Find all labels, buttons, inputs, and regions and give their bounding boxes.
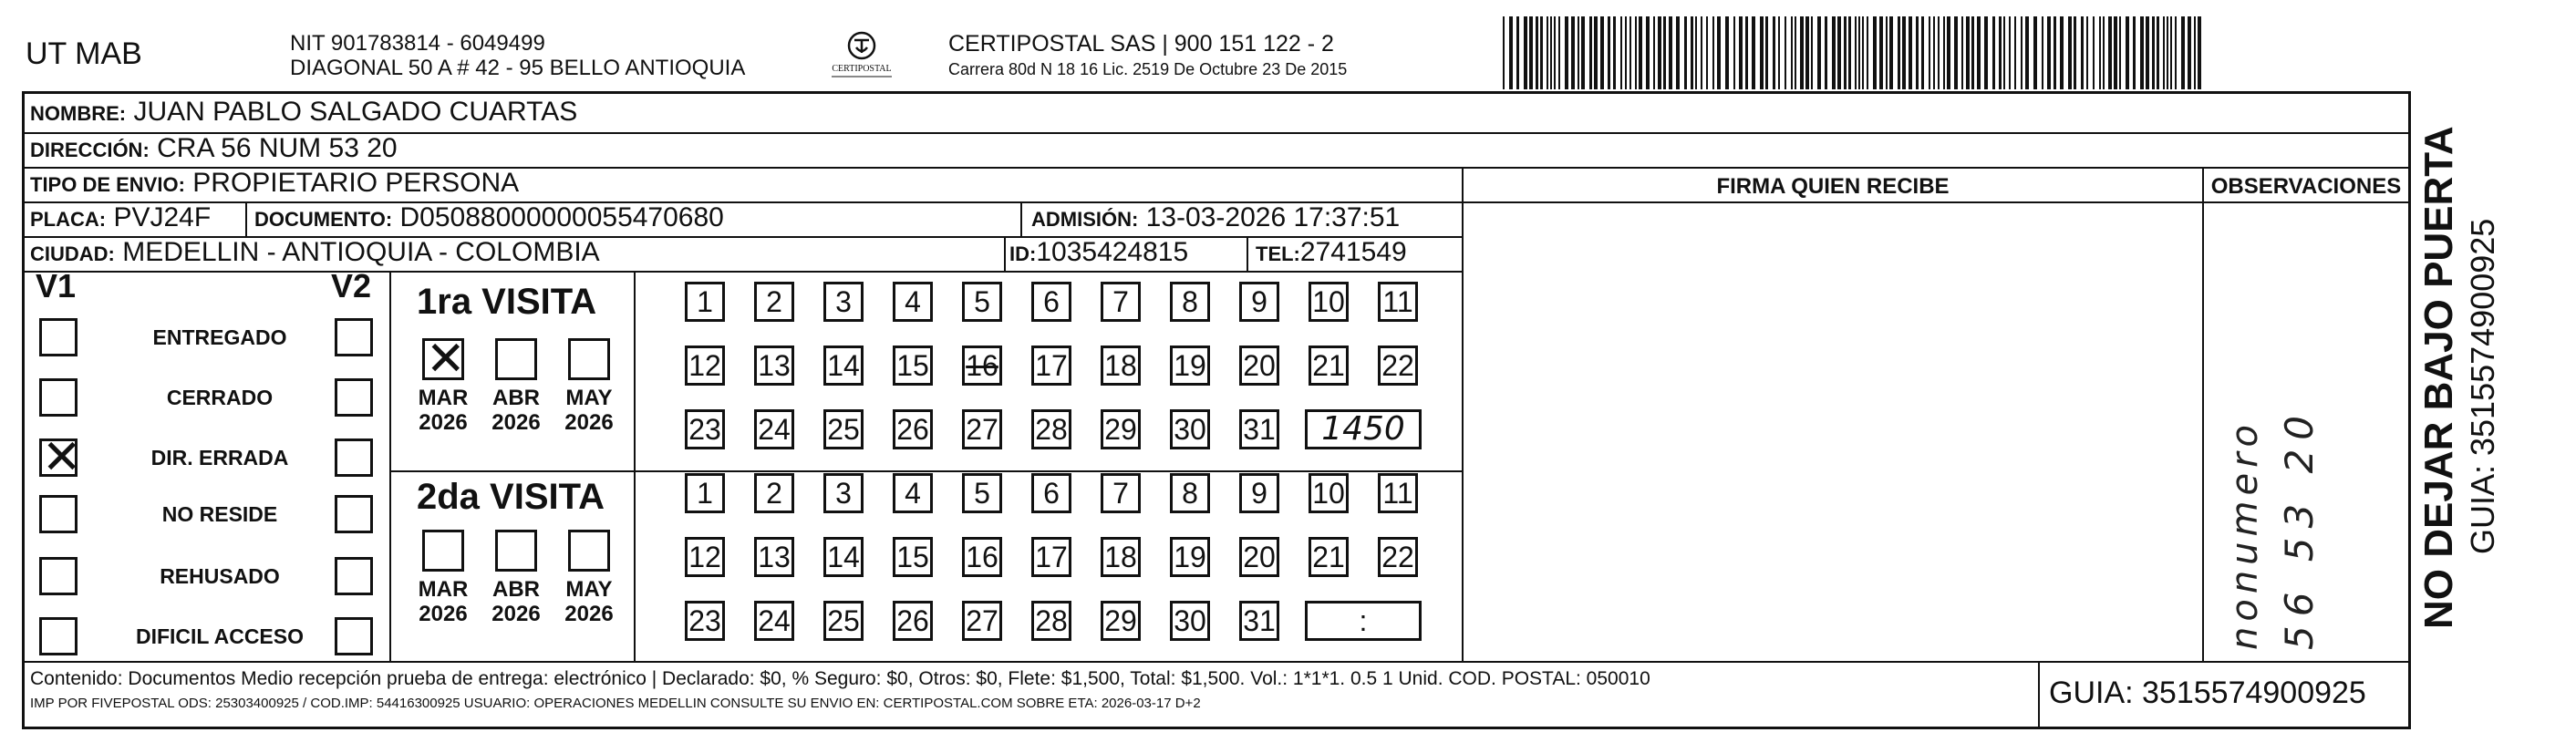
nombre-row	[30, 97, 577, 128]
second-visit-day[interactable]: 18	[1101, 537, 1141, 577]
barcode-bar	[1971, 16, 1974, 89]
barcode-bar	[1785, 16, 1786, 89]
barcode-bar	[1701, 16, 1702, 89]
barcode-bar	[2042, 16, 2043, 89]
month-label	[484, 577, 548, 626]
barcode-bar	[1558, 16, 1560, 89]
barcode-bar	[1825, 16, 1827, 89]
v2-checkbox[interactable]	[335, 318, 373, 356]
barcode-bar	[1629, 16, 1631, 89]
barcode-bar	[2014, 16, 2016, 89]
side-warning: NO DEJAR BAJO PUERTA	[2416, 126, 2461, 629]
first-visit-day[interactable]: 8	[1170, 282, 1210, 322]
second-visit-day[interactable]: 15	[893, 537, 933, 577]
direccion-value: CRA 56 NUM 53 20	[157, 133, 398, 163]
second-visit-day[interactable]: 20	[1239, 537, 1279, 577]
company-nit: NIT 901783814 - 6049499	[290, 31, 545, 56]
barcode-bar	[1613, 16, 1616, 89]
barcode-bar	[2194, 16, 2196, 89]
month-name: MAY	[565, 386, 613, 410]
barcode-bar	[2081, 16, 2084, 89]
check-mark: ✕	[42, 430, 82, 485]
barcode-bar	[1529, 16, 1533, 89]
month-checkbox[interactable]	[422, 530, 464, 572]
first-visit-day[interactable]: 21	[1309, 346, 1349, 386]
second-visit-day[interactable]: 3	[823, 473, 864, 513]
first-visit-day[interactable]: 2	[754, 282, 794, 322]
check-mark: ✕	[426, 332, 466, 387]
barcode-bar	[2099, 16, 2101, 89]
barcode-bar	[2188, 16, 2191, 89]
barcode-bar	[1536, 16, 1538, 89]
month-name: MAR	[418, 577, 469, 602]
barcode-bar	[2093, 16, 2095, 89]
v2-header: V2	[331, 267, 372, 304]
second-visit-day[interactable]: 1	[685, 473, 725, 513]
barcode-bar	[2119, 16, 2121, 89]
barcode-bar	[2009, 16, 2011, 89]
second-visit-day[interactable]: 19	[1170, 537, 1210, 577]
status-label: ENTREGADO	[152, 325, 287, 349]
barcode-bar	[1550, 16, 1552, 89]
v2-checkbox[interactable]	[335, 617, 373, 655]
v2-checkbox[interactable]	[335, 495, 373, 533]
month-name: MAY	[565, 577, 613, 602]
certipostal-name: CERTIPOSTAL SAS | 900 151 122 - 2	[948, 31, 1334, 57]
barcode-bar	[1669, 16, 1672, 89]
first-visit-day[interactable]: 16	[962, 346, 1002, 386]
placa-label: PLACA:	[30, 208, 107, 231]
second-visit-day[interactable]: 6	[1031, 473, 1071, 513]
admision-label: ADMISIÓN:	[1031, 208, 1139, 231]
barcode-bar	[1805, 16, 1809, 89]
barcode-bar	[1608, 16, 1610, 89]
barcode-bar	[1773, 16, 1775, 89]
footer-imp: IMP POR FIVEPOSTAL ODS: 25303400925 / COD.IMP: 54416300925 USUARIO: OPERACIONES MEDELLIN CONSULTE SU ENVIO EN: CERTIPOSTAL.COM SOBRE ETA: 2026-03-17 D+2	[30, 696, 1201, 711]
second-visit-day[interactable]: 31	[1239, 601, 1279, 641]
barcode-bar	[1745, 16, 1748, 89]
barcode-bar	[2198, 16, 2201, 89]
second-visit-day[interactable]: 26	[893, 601, 933, 641]
first-visit-day[interactable]: 11	[1378, 282, 1418, 322]
nombre-label: NOMBRE:	[30, 102, 127, 125]
barcode-bar	[2157, 16, 2159, 89]
month-year: 2026	[419, 410, 468, 435]
barcode-bar	[1867, 16, 1868, 89]
month-label	[557, 577, 621, 626]
month-label	[484, 386, 548, 435]
v1-checkbox[interactable]	[39, 430, 82, 485]
barcode-bar	[1706, 16, 1708, 89]
barcode-bar	[1739, 16, 1743, 89]
barcode-bar	[1848, 16, 1851, 89]
second-visit-day[interactable]: 2	[754, 473, 794, 513]
second-visit-day[interactable]: 5	[962, 473, 1002, 513]
first-visit-day[interactable]: 3	[823, 282, 864, 322]
status-label: DIFICIL ACCESO	[135, 624, 304, 648]
barcode-bar	[1947, 16, 1950, 89]
barcode-bar	[1873, 16, 1877, 89]
ciudad-value: MEDELLIN - ANTIOQUIA - COLOMBIA	[122, 237, 600, 267]
barcode-bar	[1817, 16, 1821, 89]
documento-value: D05088000000055470680	[399, 202, 724, 232]
barcode-bar	[1886, 16, 1888, 89]
barcode-bar	[1844, 16, 1847, 89]
barcode-bar	[1984, 16, 1988, 89]
barcode-bar	[1909, 16, 1912, 89]
barcode-bar	[1635, 16, 1637, 89]
barcode-bar	[1760, 16, 1764, 89]
barcode-bar	[2108, 16, 2112, 89]
barcode-bar	[1589, 16, 1592, 89]
first-visit-day[interactable]: 5	[962, 282, 1002, 322]
first-visit-day[interactable]: 14	[823, 346, 864, 386]
second-visit-day[interactable]: 28	[1031, 601, 1071, 641]
first-visit-day[interactable]: 26	[893, 409, 933, 449]
v1-checkbox[interactable]	[39, 557, 78, 595]
barcode-bar	[2167, 16, 2168, 89]
status-label: REHUSADO	[160, 564, 280, 588]
company-details	[290, 31, 745, 80]
barcode-bar	[2086, 16, 2088, 89]
second-visit-day[interactable]: 24	[754, 601, 794, 641]
certipostal-license: Carrera 80d N 18 16 Lic. 2519 De Octubre 23 De 2015	[948, 60, 1348, 78]
second-visit-day[interactable]: 10	[1309, 473, 1349, 513]
documento-label: DOCUMENTO:	[254, 208, 393, 231]
side-guia: GUIA: 3515574900925	[2464, 218, 2501, 554]
barcode-bar	[1811, 16, 1813, 89]
barcode-bar	[1832, 16, 1836, 89]
first-visit-day[interactable]: 9	[1239, 282, 1279, 322]
barcode-bar	[1625, 16, 1627, 89]
barcode-bar	[2068, 16, 2072, 89]
barcode-bar	[1571, 16, 1575, 89]
barcode-bar	[1778, 16, 1780, 89]
barcode-bar	[1855, 16, 1857, 89]
barcode-bar	[1916, 16, 1919, 89]
barcode-bar	[1540, 16, 1543, 89]
first-visit-day[interactable]: 19	[1170, 346, 1210, 386]
barcode-bar	[1695, 16, 1697, 89]
barcode-bar	[1933, 16, 1935, 89]
second-visit-day[interactable]: 23	[685, 601, 725, 641]
firma-header: FIRMA QUIEN RECIBE	[1716, 174, 1950, 199]
v1-checkbox[interactable]	[39, 378, 78, 417]
barcode-bar	[1961, 16, 1963, 89]
company-name: UT MAB	[26, 36, 142, 71]
first-visit-time: 1450	[1305, 409, 1422, 449]
month-year: 2026	[564, 410, 614, 435]
barcode-bar	[2163, 16, 2165, 89]
barcode-bar	[1879, 16, 1883, 89]
barcode-bar	[1992, 16, 1995, 89]
month-label	[557, 386, 621, 435]
tipo-label: TIPO DE ENVIO:	[30, 173, 185, 196]
company-address: DIAGONAL 50 A # 42 - 95 BELLO ANTIOQUIA	[290, 56, 746, 80]
barcode-bar	[2170, 16, 2172, 89]
barcode-bar	[2140, 16, 2144, 89]
first-visit-title: 1ra VISITA	[417, 282, 597, 322]
month-checkbox[interactable]	[495, 338, 537, 380]
second-visit-day[interactable]: 9	[1239, 473, 1279, 513]
barcode-bar	[2021, 16, 2023, 89]
barcode-bar	[2025, 16, 2029, 89]
barcode-bar	[1717, 16, 1721, 89]
barcode-bar	[1858, 16, 1860, 89]
barcode-bar	[1999, 16, 2002, 89]
second-visit-day[interactable]: 27	[962, 601, 1002, 641]
second-visit-day[interactable]: 14	[823, 537, 864, 577]
barcode-bar	[2103, 16, 2105, 89]
first-visit-day[interactable]: 24	[754, 409, 794, 449]
barcode-bar	[1837, 16, 1841, 89]
barcode-bar	[1684, 16, 1687, 89]
barcode-bar	[1902, 16, 1906, 89]
direccion-row	[30, 133, 398, 164]
barcode-bar	[1565, 16, 1568, 89]
first-visit-day[interactable]: 28	[1031, 409, 1071, 449]
month-year: 2026	[491, 410, 541, 435]
first-visit-day[interactable]: 6	[1031, 282, 1071, 322]
observaciones-header: OBSERVACIONES	[2210, 174, 2402, 199]
first-visit-day[interactable]: 30	[1170, 409, 1210, 449]
barcode-bar	[1516, 16, 1519, 89]
ciudad-row	[30, 237, 600, 268]
direccion-label: DIRECCIÓN:	[30, 139, 150, 161]
barcode-bar	[1791, 16, 1793, 89]
barcode-bar	[2152, 16, 2155, 89]
barcode-bar	[2060, 16, 2064, 89]
month-name: ABR	[492, 577, 540, 602]
barcode-bar	[1509, 16, 1513, 89]
footer-guia: GUIA: 3515574900925	[2049, 676, 2366, 710]
tel-label: TEL:	[1256, 242, 1300, 265]
month-checkbox[interactable]	[568, 338, 610, 380]
second-visit-day[interactable]: 21	[1309, 537, 1349, 577]
first-visit-day[interactable]: 25	[823, 409, 864, 449]
month-year: 2026	[564, 602, 614, 626]
documento-row	[254, 202, 724, 233]
barcode-bar	[1658, 16, 1661, 89]
barcode-bar	[1554, 16, 1556, 89]
barcode-bar	[2033, 16, 2037, 89]
second-visit-day[interactable]: 29	[1101, 601, 1141, 641]
status-label: DIR. ERRADA	[150, 446, 289, 469]
tel-row	[1256, 237, 1407, 268]
id-row	[1009, 237, 1188, 268]
month-label	[411, 386, 475, 435]
barcode-bar	[2074, 16, 2076, 89]
id-value: 1035424815	[1036, 237, 1189, 267]
admision-row	[1031, 202, 1400, 233]
barcode-bar	[1547, 16, 1548, 89]
barcode-bar	[1594, 16, 1598, 89]
barcode-bar	[2126, 16, 2129, 89]
first-visit-day[interactable]: 20	[1239, 346, 1279, 386]
first-visit-day[interactable]: 17	[1031, 346, 1071, 386]
first-visit-day[interactable]: 12	[685, 346, 725, 386]
barcode-bar	[2133, 16, 2136, 89]
v2-checkbox[interactable]	[335, 378, 373, 417]
first-visit-day[interactable]: 31	[1239, 409, 1279, 449]
month-name: ABR	[492, 386, 540, 410]
barcode-bar	[2175, 16, 2177, 89]
second-visit-title: 2da VISITA	[417, 477, 605, 517]
barcode-bar	[1503, 16, 1505, 89]
second-visit-day[interactable]: 16	[962, 537, 1002, 577]
first-visit-day[interactable]: 15	[893, 346, 933, 386]
barcode-bar	[1733, 16, 1735, 89]
certipostal-logo	[802, 29, 921, 84]
tipo-row	[30, 168, 519, 199]
footer-contenido: Contenido: Documentos Medio recepción prueba de entrega: electrónico | Declarado: $0, % Seguro: $0, Otros: $0, Flete: $1,500, Total: $1,500. Vol.: 1*1*1. 0.5 1 Unid. COD. POSTAL: 050010	[30, 668, 1650, 689]
observation-handwriting-1: nonumero	[2224, 418, 2266, 650]
month-label	[411, 577, 475, 626]
second-visit-day[interactable]: 4	[893, 473, 933, 513]
barcode-bar	[1578, 16, 1579, 89]
barcode-bar	[1725, 16, 1729, 89]
v1-checkbox[interactable]	[39, 617, 78, 655]
barcode-bar	[1691, 16, 1693, 89]
v1-header: V1	[36, 267, 77, 304]
first-visit-day[interactable]: 18	[1101, 346, 1141, 386]
barcode-bar	[1653, 16, 1655, 89]
second-visit-day[interactable]: 7	[1101, 473, 1141, 513]
barcode-bar	[2054, 16, 2056, 89]
barcode-bar	[1954, 16, 1958, 89]
first-visit-day[interactable]: 22	[1378, 346, 1418, 386]
v1-checkbox[interactable]	[39, 495, 78, 533]
barcode-bar	[2047, 16, 2051, 89]
barcode-bar	[1676, 16, 1680, 89]
barcode-bar	[1795, 16, 1796, 89]
barcode-bar	[1646, 16, 1650, 89]
barcode-bar	[1929, 16, 1930, 89]
v2-checkbox[interactable]	[335, 438, 373, 477]
barcode-bar	[1600, 16, 1604, 89]
barcode-bar	[2146, 16, 2149, 89]
id-label: ID:	[1009, 242, 1037, 265]
barcode-bar	[1712, 16, 1714, 89]
second-visit-day[interactable]: 13	[754, 537, 794, 577]
first-visit-day[interactable]: 23	[685, 409, 725, 449]
barcode-bar	[1898, 16, 1900, 89]
logo-text: CERTIPOSTAL	[832, 64, 892, 74]
first-visit-day[interactable]: 29	[1101, 409, 1141, 449]
second-visit-day[interactable]: 12	[685, 537, 725, 577]
barcode-bar	[2114, 16, 2117, 89]
placa-row	[30, 202, 211, 233]
barcode-bar	[1938, 16, 1940, 89]
first-visit-day[interactable]: 27	[962, 409, 1002, 449]
month-checkbox[interactable]	[568, 530, 610, 572]
second-visit-day[interactable]: 22	[1378, 537, 1418, 577]
first-visit-day[interactable]: 7	[1101, 282, 1141, 322]
month-checkbox[interactable]	[422, 332, 466, 387]
first-visit-day[interactable]: 10	[1309, 282, 1349, 322]
barcode-bar	[1966, 16, 1970, 89]
status-label: CERRADO	[166, 386, 274, 409]
barcode-bar	[1921, 16, 1924, 89]
second-visit-day[interactable]: 25	[823, 601, 864, 641]
second-visit-day[interactable]: 11	[1378, 473, 1418, 513]
v1-checkbox[interactable]	[39, 318, 78, 356]
barcode-bar	[1752, 16, 1755, 89]
admision-value: 13-03-2026 17:37:51	[1145, 202, 1401, 232]
month-year: 2026	[491, 602, 541, 626]
ciudad-label: CIUDAD:	[30, 242, 115, 265]
month-name: MAR	[418, 386, 469, 410]
barcode	[1503, 16, 2207, 89]
first-visit-day[interactable]: 1	[685, 282, 725, 322]
barcode-bar	[1524, 16, 1527, 89]
barcode-bar	[1639, 16, 1642, 89]
guide-form	[22, 91, 2411, 729]
barcode-bar	[1977, 16, 1981, 89]
barcode-bar	[1581, 16, 1585, 89]
month-year: 2026	[419, 602, 468, 626]
nombre-value: JUAN PABLO SALGADO CUARTAS	[133, 97, 578, 127]
second-visit-day[interactable]: 30	[1170, 601, 1210, 641]
barcode-bar	[2181, 16, 2185, 89]
barcode-bar	[1889, 16, 1893, 89]
tipo-value: PROPIETARIO PERSONA	[192, 168, 520, 198]
barcode-bar	[1943, 16, 1945, 89]
tel-value: 2741549	[1299, 237, 1407, 267]
barcode-bar	[1663, 16, 1666, 89]
observation-handwriting-2: 56 53 20	[2277, 406, 2322, 650]
barcode-bar	[1765, 16, 1768, 89]
second-visit-day[interactable]: 17	[1031, 537, 1071, 577]
second-visit-day[interactable]: 8	[1170, 473, 1210, 513]
barcode-bar	[2003, 16, 2005, 89]
placa-value: PVJ24F	[113, 202, 212, 232]
barcode-bar	[1620, 16, 1622, 89]
month-checkbox[interactable]	[495, 530, 537, 572]
barcode-bar	[1800, 16, 1804, 89]
barcode-bar	[1862, 16, 1864, 89]
second-visit-time: :	[1305, 601, 1422, 641]
status-label: NO RESIDE	[161, 502, 278, 526]
v2-checkbox[interactable]	[335, 557, 373, 595]
first-visit-day[interactable]: 4	[893, 282, 933, 322]
first-visit-day[interactable]: 13	[754, 346, 794, 386]
